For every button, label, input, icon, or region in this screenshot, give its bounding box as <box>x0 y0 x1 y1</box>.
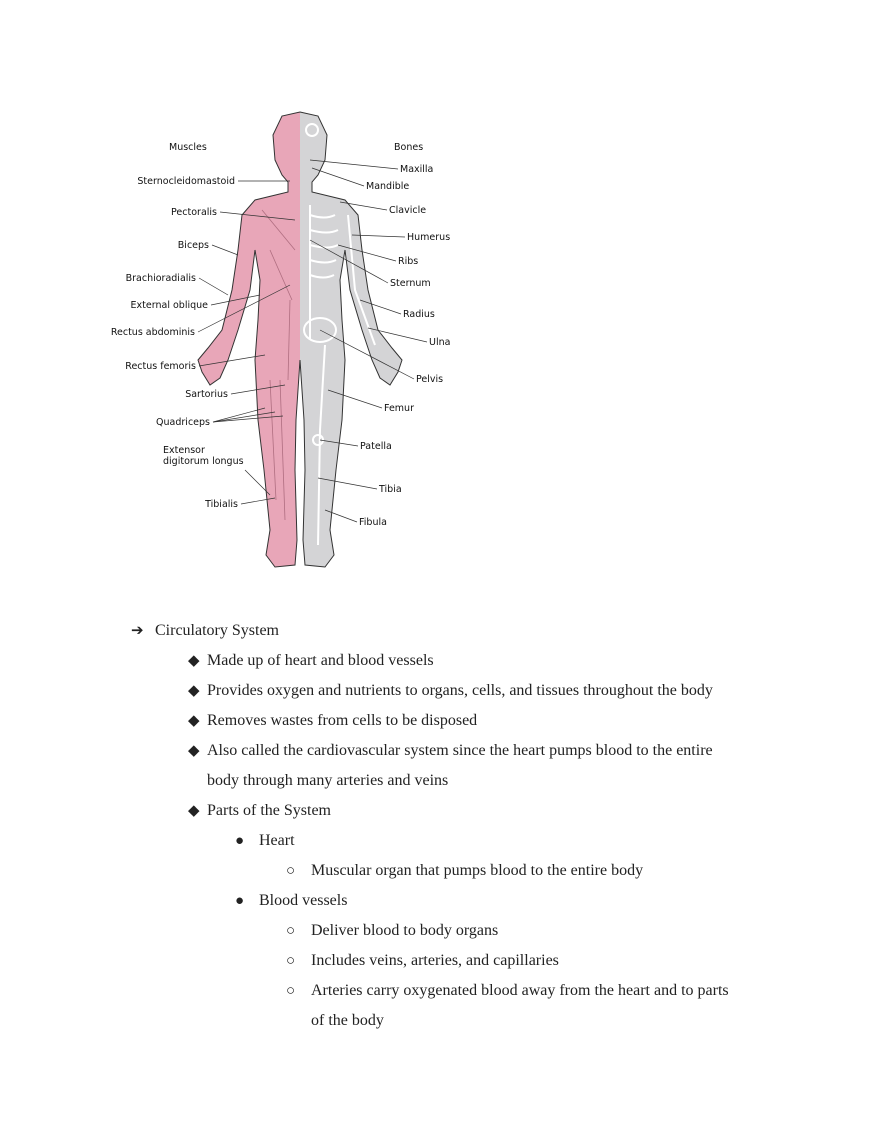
muscle-label: Pectoralis <box>171 207 217 218</box>
muscle-label: External oblique <box>130 300 208 311</box>
list-item-continued: of the body <box>311 1012 384 1029</box>
bone-label: Sternum <box>390 278 431 289</box>
circle-bullet-icon: ○ <box>286 983 296 999</box>
muscle-label: Quadriceps <box>156 417 210 428</box>
muscle-label: Biceps <box>177 240 209 251</box>
circle-bullet-icon: ○ <box>286 923 296 939</box>
list-item: Deliver blood to body organs <box>311 922 499 939</box>
bone-label: Radius <box>403 309 435 320</box>
muscle-label: Sternocleidomastoid <box>137 176 235 187</box>
bone-label: Ulna <box>429 337 451 348</box>
list-item: Made up of heart and blood vessels <box>207 652 434 669</box>
diamond-bullet-icon: ◆ <box>188 683 200 699</box>
bone-label: Tibia <box>379 484 402 495</box>
bone-label: Femur <box>384 403 414 414</box>
bone-label: Pelvis <box>416 374 444 385</box>
bones-heading: Bones <box>394 142 424 153</box>
muscle-label: Tibialis <box>205 499 238 510</box>
bone-label: Fibula <box>359 517 387 528</box>
bone-label: Mandible <box>366 181 410 192</box>
muscles-heading: Muscles <box>169 142 207 153</box>
list-item: Parts of the System <box>207 802 331 819</box>
circle-bullet-icon: ○ <box>286 953 296 969</box>
arrow-bullet-icon: ➔ <box>131 623 144 639</box>
section-heading: Circulatory System <box>155 622 279 639</box>
list-item: Provides oxygen and nutrients to organs, cells, and tissues throughout the body <box>207 682 713 699</box>
diamond-bullet-icon: ◆ <box>188 653 200 669</box>
circle-bullet-icon: ○ <box>286 863 296 879</box>
diamond-bullet-icon: ◆ <box>188 803 200 819</box>
muscle-label: Rectus abdominis <box>110 327 195 338</box>
muscle-label: Sartorius <box>185 389 228 400</box>
disc-bullet-icon: ● <box>235 893 245 909</box>
disc-bullet-icon: ● <box>235 833 245 849</box>
list-item: Arteries carry oxygenated blood away from the heart and to parts <box>311 982 729 999</box>
list-item: Heart <box>259 832 295 849</box>
muscle-label: digitorum longus <box>163 456 244 467</box>
list-item: Also called the cardiovascular system since the heart pumps blood to the entire <box>207 742 713 759</box>
diamond-bullet-icon: ◆ <box>188 743 200 759</box>
bone-label: Maxilla <box>400 164 434 175</box>
bone-label: Clavicle <box>389 205 427 216</box>
list-item: Includes veins, arteries, and capillaries <box>311 952 559 969</box>
bone-label: Humerus <box>407 232 451 243</box>
diamond-bullet-icon: ◆ <box>188 713 200 729</box>
bone-label: Patella <box>360 441 392 452</box>
list-item-continued: body through many arteries and veins <box>207 772 449 789</box>
list-item: Blood vessels <box>259 892 348 909</box>
muscle-label: Brachioradialis <box>125 273 196 284</box>
muscle-label: Extensor <box>163 445 205 456</box>
muscle-label: Rectus femoris <box>125 361 196 372</box>
bone-label: Ribs <box>398 256 419 267</box>
list-item: Removes wastes from cells to be disposed <box>207 712 478 729</box>
list-item: Muscular organ that pumps blood to the entire body <box>311 862 644 879</box>
